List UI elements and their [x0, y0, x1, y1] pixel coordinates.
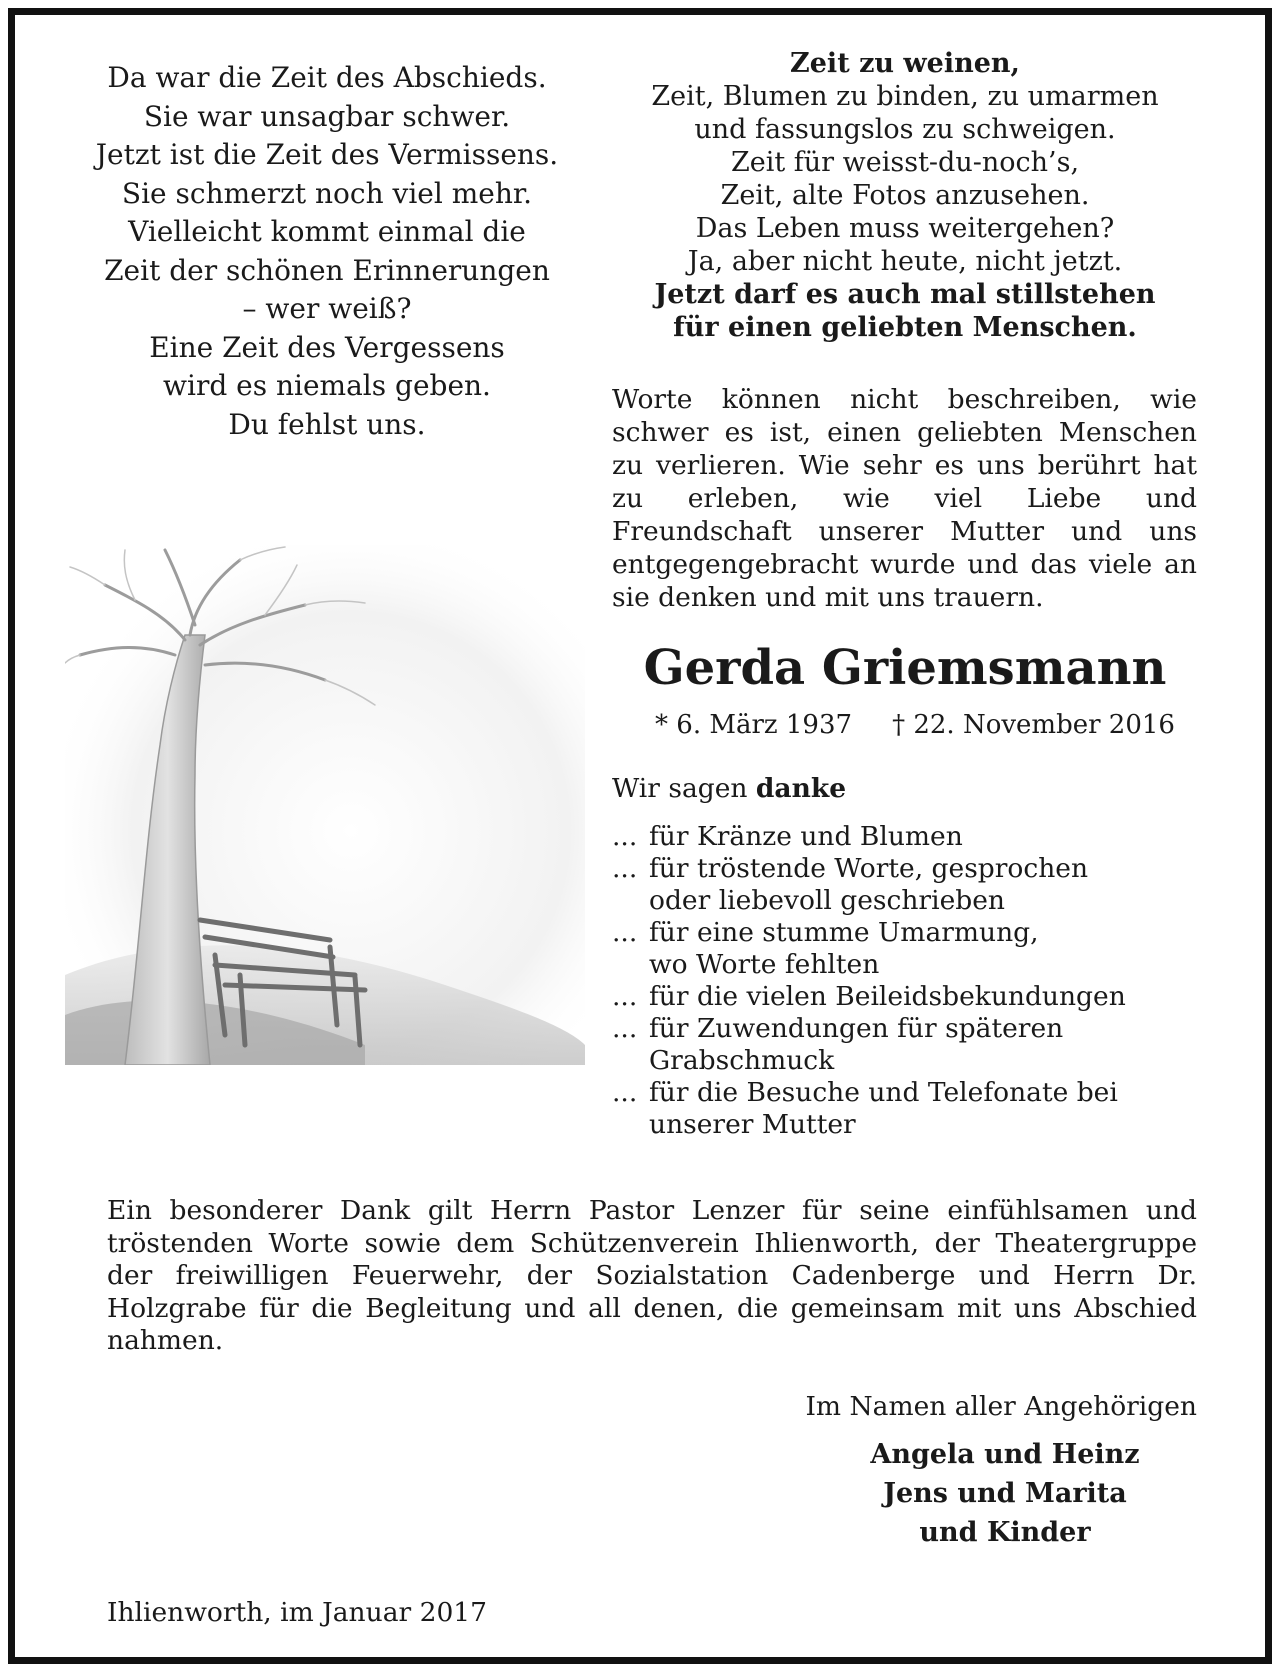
poem-title: Zeit zu weinen, [790, 48, 1020, 79]
birth-date: * 6. März 1937 [655, 710, 853, 740]
signer-line: Angela und Heinz [870, 1439, 1140, 1470]
poem-line: Eine Zeit des Vergessens [149, 330, 505, 364]
tree-and-bench-illustration [65, 545, 585, 1065]
list-ellipsis: ... [612, 821, 638, 852]
list-line: für die vielen Beileidsbekundungen [649, 981, 1126, 1012]
danke-text: danke [755, 773, 847, 804]
list-item [612, 981, 1212, 1013]
poem-line: Zeit für weisst-du-noch’s, [730, 147, 1080, 178]
place-and-date: Ihlienworth, im Januar 2017 [107, 1597, 488, 1628]
poem-line: Zeit, alte Fotos anzusehen. [720, 180, 1090, 211]
special-thanks-paragraph: Ein besonderer Dank gilt Herrn Pastor Lenzer für seine einfühlsamen und tröstenden Worte sowie dem Schützenverein Ihlienworth, der Theatergruppe der freiwilligen Feuerwehr, der Sozialstation Cadenberge und Herrn Dr. Holzgrabe für die Begleitung und all denen, die gemeinsam mit uns Abschied nahmen. [107, 1195, 1197, 1356]
list-line: unserer Mutter [649, 1109, 856, 1140]
thanks-paragraph: Worte können nicht beschreiben, wie schwer es ist, einen geliebten Menschen zu verlieren. Wie sehr es uns berührt hat zu erleben, wie viel Liebe und Freundschaft unserer Mutter und uns entgegengebracht wurde und das viele an sie denken und mit uns trauern. [612, 384, 1197, 613]
list-line: für Zuwendungen für späteren [649, 1013, 1064, 1044]
list-line: für eine stumme Umarmung, [649, 917, 1039, 948]
poem-line-bold: Jetzt darf es auch mal stillstehen [654, 279, 1156, 310]
list-item [612, 1013, 1212, 1077]
poem-line: Da war die Zeit des Abschieds. [107, 61, 547, 94]
list-item [612, 821, 1212, 853]
poem-line: Das Leben muss weitergehen? [695, 213, 1115, 244]
list-ellipsis: ... [612, 853, 638, 884]
poem-line: Du fehlst uns. [228, 407, 426, 441]
wir-sagen-danke [612, 773, 846, 805]
poem-line: wird es niemals geben. [163, 369, 491, 402]
poem-line: Jetzt ist die Zeit des Vermissens. [95, 138, 559, 171]
wir-sagen-text: Wir sagen [612, 773, 756, 804]
list-ellipsis: ... [612, 1013, 638, 1044]
list-line: oder liebevoll geschrieben [649, 885, 1005, 916]
list-line: für tröstende Worte, gesprochen [649, 853, 1089, 884]
deceased-name: Gerda Griemsmann [643, 640, 1167, 696]
poem-line: Vielleicht kommt einmal die [128, 215, 526, 248]
list-ellipsis: ... [612, 981, 638, 1012]
list-item [612, 917, 1212, 981]
poem-line: Sie schmerzt noch viel mehr. [121, 176, 533, 210]
poem-line: Zeit der schönen Erinnerungen [104, 253, 550, 287]
poem-line: Sie war unsagbar schwer. [143, 99, 511, 133]
list-line: für Kränze und Blumen [649, 821, 963, 852]
poem-line: Ja, aber nicht heute, nicht jetzt. [687, 246, 1123, 277]
list-line: für die Besuche und Telefonate bei [649, 1077, 1118, 1108]
signer-line: und Kinder [919, 1517, 1091, 1548]
poem-line: und fassungslos zu schweigen. [694, 114, 1116, 145]
poem-line: – wer weiß? [242, 292, 412, 325]
poem-line-bold: für einen geliebten Menschen. [673, 312, 1137, 343]
poem-left [67, 59, 587, 444]
signer-line: Jens und Marita [883, 1478, 1127, 1509]
list-item [612, 853, 1212, 917]
list-ellipsis: ... [612, 1077, 638, 1108]
list-line: Grabschmuck [649, 1045, 835, 1076]
on-behalf-line: Im Namen aller Angehörigen [805, 1391, 1197, 1422]
poem-line: Zeit, Blumen zu binden, zu umarmen [651, 81, 1159, 112]
list-item [612, 1077, 1212, 1141]
list-ellipsis: ... [612, 917, 638, 948]
thanks-list [612, 821, 1212, 1141]
list-line: wo Worte fehlten [649, 949, 880, 980]
life-dates [625, 709, 1205, 741]
signers [815, 1435, 1195, 1552]
poem-right [605, 47, 1205, 344]
obituary-frame [8, 8, 1272, 1664]
death-date: † 22. November 2016 [892, 710, 1175, 740]
